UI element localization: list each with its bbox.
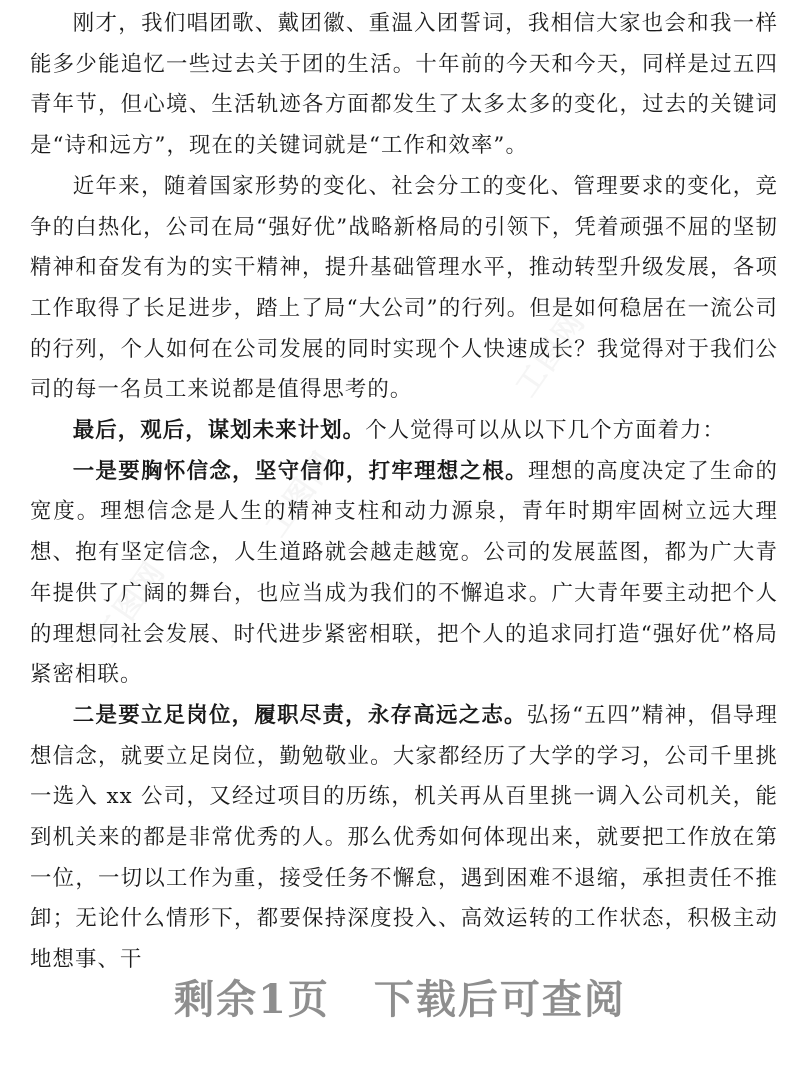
paragraph-text: 近年来，随着国家形势的变化、社会分工的变化、管理要求的变化，竞争的白热化，公司在局“强好优”战略新格局的引领下，凭着顽强不屈的坚韧精神和奋发有为的实干精神，提升基础管理水平，推动转型升级发展，各项工作取得了长足进步，踏上了局“大公司”的行列。但是如何稳居在一流公司的行列，个人如何在公司发展的同时实现个人快速成长？我觉得对于我们公司的每一名员工来说都是值得思考的。 bbox=[30, 173, 778, 403]
watermark: 工图网 bbox=[89, 554, 173, 654]
paragraph bbox=[30, 167, 778, 411]
remaining-pages-label[interactable]: 剩余1页 bbox=[174, 976, 330, 1023]
paragraph-text: 刚才，我们唱团歌、戴团徽、重温入团誓词，我相信大家也会和我一样能多少能追忆一些过去关于团的生活。十年前的今天和今天，同样是过五四青年节，但心境、生活轨迹各方面都发生了太多太多的变化，过去的关键词是“诗和远方”，现在的关键词就是“工作和效率”。 bbox=[30, 11, 778, 159]
document-body bbox=[30, 4, 778, 981]
paragraph bbox=[30, 696, 778, 981]
paragraph-lead: 最后，观后，谋划未来计划。 bbox=[72, 418, 366, 444]
download-prompt[interactable] bbox=[0, 968, 800, 1025]
watermark: 工图网 bbox=[509, 304, 593, 404]
paragraph-lead: 一是要胸怀信念，坚守信仰，打牢理想之根。 bbox=[72, 458, 528, 484]
paragraph-text: 理想的高度决定了生命的宽度。理想信念是人生的精神支柱和动力源泉，青年时期牢固树立远大理想、抱有坚定信念，人生道路就会越走越宽。公司的发展蓝图，都为广大青年提供了广阔的舞台，也应当成为我们的不懈追求。广大青年要主动把个人的理想同社会发展、时代进步紧密相联，把个人的追求同打造“强好优”格局紧密相联。 bbox=[30, 458, 778, 688]
paragraph bbox=[30, 411, 778, 452]
download-to-view-label[interactable]: 下载后可查阅 bbox=[373, 976, 626, 1023]
paragraph-text: 个人觉得可以从以下几个方面着力： bbox=[365, 418, 726, 444]
paragraph bbox=[30, 452, 778, 696]
watermark: 工图网 bbox=[259, 444, 343, 544]
paragraph-lead: 二是要立足岗位，履职尽责，永存高远之志。 bbox=[72, 702, 527, 728]
paragraph bbox=[30, 4, 778, 167]
paragraph-text: 弘扬“五四”精神，倡导理想信念，就要立足岗位，勤勉敬业。大家都经历了大学的学习，公司千里挑一选入 xx 公司，又经过项目的历练，机关再从百里挑一调入公司机关，能到机关来的都是非常优秀的人。那么优秀如何体现出来，就要把工作放在第一位，一切以工作为重，接受任务不懈怠，遇到困难不退缩，承担责任不推卸；无论什么情形下，都要保持深度投入、高效运转的工作状态，积极主动地想事、干 bbox=[30, 702, 778, 973]
